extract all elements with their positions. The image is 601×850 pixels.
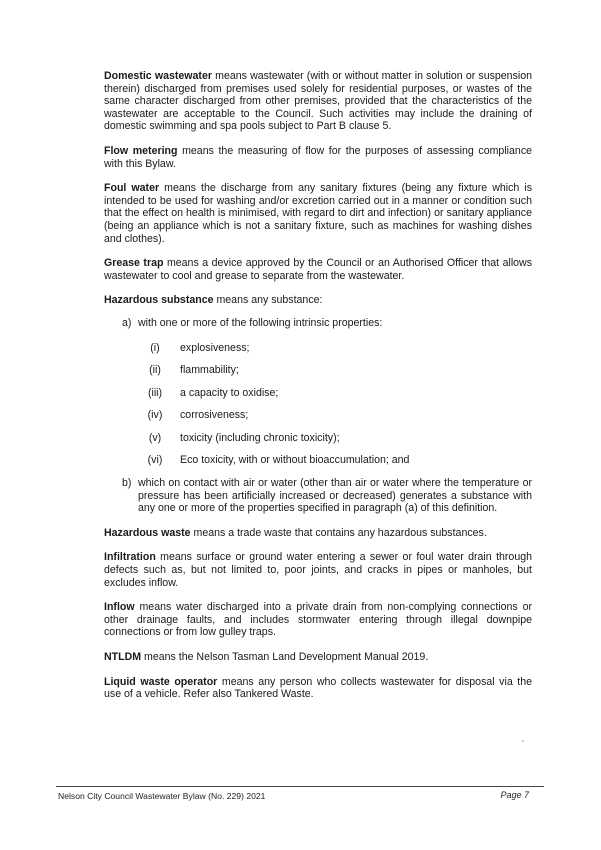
term: Grease trap — [104, 257, 164, 270]
definition-foul-water — [104, 182, 532, 245]
property-item — [104, 432, 532, 445]
property-list — [104, 342, 532, 468]
definition-text: means any substance: — [213, 294, 323, 307]
term: Foul water — [104, 182, 160, 195]
property-item — [104, 342, 532, 355]
footer-page-number: Page 7 — [500, 790, 529, 800]
term: Inflow — [104, 601, 135, 614]
definition-hazardous-waste — [104, 527, 532, 540]
list-marker: (ii) — [149, 364, 161, 377]
definition-hazardous-substance — [104, 294, 532, 515]
list-text: flammability; — [180, 364, 239, 377]
definition-text: means a trade waste that contains any hazardous substances. — [190, 526, 487, 539]
footer-divider — [56, 786, 544, 787]
definition-text: means any person who collects wastewater for disposal via the use of a vehicle. Refer also Tankered Waste. — [104, 675, 532, 701]
list-marker: (iii) — [147, 386, 163, 399]
scan-speck — [522, 740, 524, 742]
definition-text: means the discharge from any sanitary fixtures (being any fixture which is intended to be used for washing and/or excretion carried out in a manner or condition such that the effect on health is minimised, with regard to dirt and infection) or sanitary appliance (being an appliance which is not a sanitary fixture, such as machines for washing dishes and clothes). — [104, 182, 532, 245]
property-item — [104, 409, 532, 422]
list-text: with one or more of the following intrinsic properties: — [138, 316, 383, 329]
footer-document-title: Nelson City Council Wastewater Bylaw (No. 229) 2021 — [58, 791, 266, 801]
property-item — [104, 364, 532, 377]
definition-domestic-wastewater — [104, 70, 532, 133]
list-text: corrosiveness; — [180, 409, 249, 422]
list-marker: (vi) — [147, 454, 163, 467]
list-text: Eco toxicity, with or without bioaccumulation; and — [180, 454, 410, 467]
list-marker: (iv) — [147, 409, 163, 422]
list-text: toxicity (including chronic toxicity); — [180, 431, 340, 444]
property-item — [104, 387, 532, 400]
list-item-a — [104, 317, 532, 330]
term: Liquid waste operator — [104, 675, 218, 688]
definitions-content — [104, 70, 532, 713]
definition-flow-metering — [104, 145, 532, 170]
definition-text: means wastewater (with or without matter in solution or suspension therein) discharged from premises used solely for residential purposes, or wastes of the same character discharged from other premises, provided that the characteristics of the wastewater are acceptable to the Council. Such activities may include the draining of domestic swimming and spa pools subject to Part B clause 5. — [104, 70, 532, 133]
list-item-b — [104, 477, 532, 515]
definition-text: means the measuring of flow for the purposes of assessing compliance with this Bylaw. — [104, 144, 533, 170]
property-item — [104, 454, 532, 467]
list-marker: a) — [122, 316, 132, 329]
list-marker: (i) — [150, 341, 160, 354]
term: Hazardous substance — [104, 294, 214, 307]
list-marker: b) — [122, 477, 132, 490]
term: Domestic wastewater — [104, 70, 212, 82]
term: NTLDM — [104, 651, 142, 663]
definition-text: means a device approved by the Council or an Authorised Officer that allows wastewater to cool and grease to separate from the wastewater. — [104, 257, 533, 282]
hazardous-substance-intro — [104, 294, 532, 307]
definition-inflow — [104, 601, 532, 639]
definition-text: means the Nelson Tasman Land Development Manual 2019. — [141, 651, 429, 663]
term: Hazardous waste — [104, 526, 191, 539]
definition-text: means surface or ground water entering a sewer or foul water drain through defects such as, but not limited to, poor joints, and cracks in pipes or manholes, but excludes inflow. — [104, 551, 532, 589]
term: Infiltration — [104, 551, 156, 564]
term: Flow metering — [104, 144, 178, 157]
list-marker: (v) — [148, 431, 162, 444]
definition-grease-trap — [104, 257, 532, 282]
list-text: which on contact with air or water (other than air or water where the temperature or pressure has been artificially increased or decreased) generates a substance with any one or more of the properties specified in paragraph (a) of this definition. — [138, 477, 532, 515]
list-text: explosiveness; — [180, 341, 250, 354]
definition-liquid-waste-operator — [104, 676, 532, 701]
definition-infiltration — [104, 551, 532, 589]
definition-text: means water discharged into a private drain from non-complying connections or other drainage faults, and includes stormwater entering through illegal downpipe connections or from low gulley traps. — [104, 601, 532, 639]
definition-ntldm — [104, 651, 532, 664]
list-text: a capacity to oxidise; — [180, 386, 279, 399]
